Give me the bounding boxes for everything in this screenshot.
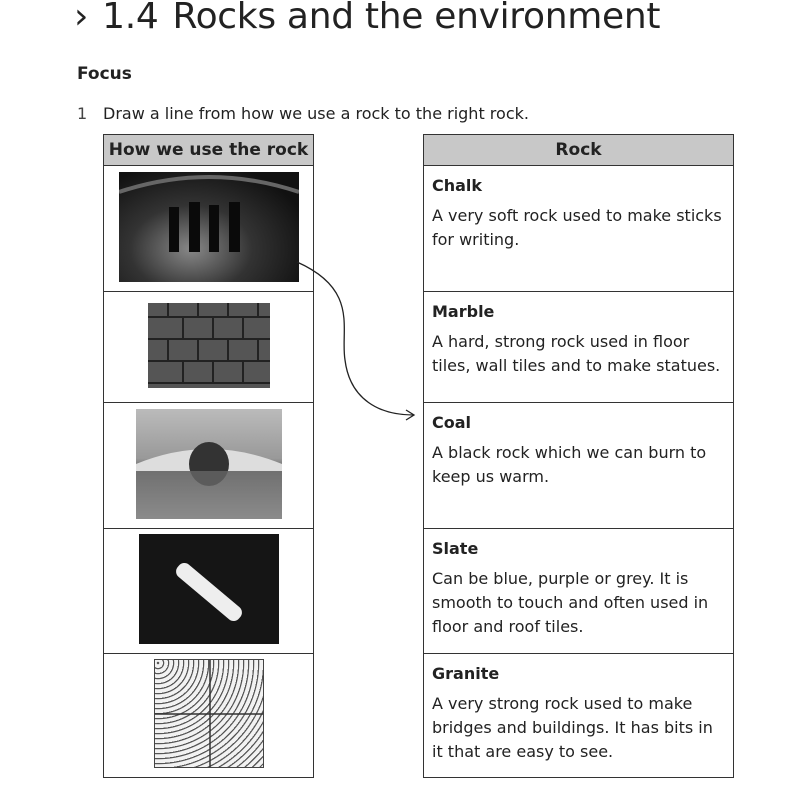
rock-name: Coal [432, 413, 472, 432]
page-title [74, 0, 660, 37]
rock-name: Chalk [432, 176, 483, 195]
rock-cell-granite[interactable] [424, 654, 734, 778]
section-number: 1.4 [102, 0, 159, 37]
rock-desc: Can be blue, purple or grey. It is smooth to touch and often used in floor and roof tiles. [432, 569, 709, 636]
chalk-stick-photo[interactable] [139, 534, 279, 644]
rock-cell-coal[interactable] [424, 403, 734, 529]
uses-header: How we use the rock [104, 135, 314, 166]
rock-cell-chalk[interactable] [424, 166, 734, 292]
rock-name: Marble [432, 302, 495, 321]
chevron-right-icon: › [74, 0, 89, 37]
cave-with-people-photo[interactable] [119, 172, 299, 282]
question-text: Draw a line from how we use a rock to the right rock. [103, 104, 529, 123]
stone-arch-bridge-photo[interactable] [136, 409, 282, 519]
rock-cell-slate[interactable] [424, 529, 734, 654]
focus-heading: Focus [77, 64, 132, 84]
rocks-table [423, 134, 734, 778]
title-text: Rocks and the environment [172, 0, 661, 37]
question [77, 104, 529, 123]
rock-cell-marble[interactable] [424, 292, 734, 403]
rock-name: Granite [432, 664, 500, 683]
rock-desc: A hard, strong rock used in floor tiles, wall tiles and to make statues. [432, 332, 721, 375]
granite-tiles-photo[interactable] [154, 659, 264, 768]
rock-name: Slate [432, 539, 479, 558]
slate-roof-tiles-photo[interactable] [148, 303, 270, 388]
question-number: 1 [77, 104, 88, 123]
uses-table [103, 134, 314, 778]
rock-desc: A very soft rock used to make sticks for writing. [432, 206, 722, 249]
rocks-header: Rock [424, 135, 734, 166]
rock-desc: A black rock which we can burn to keep us warm. [432, 443, 707, 486]
rock-desc: A very strong rock used to make bridges and buildings. It has bits in it that are easy to see. [432, 694, 713, 761]
